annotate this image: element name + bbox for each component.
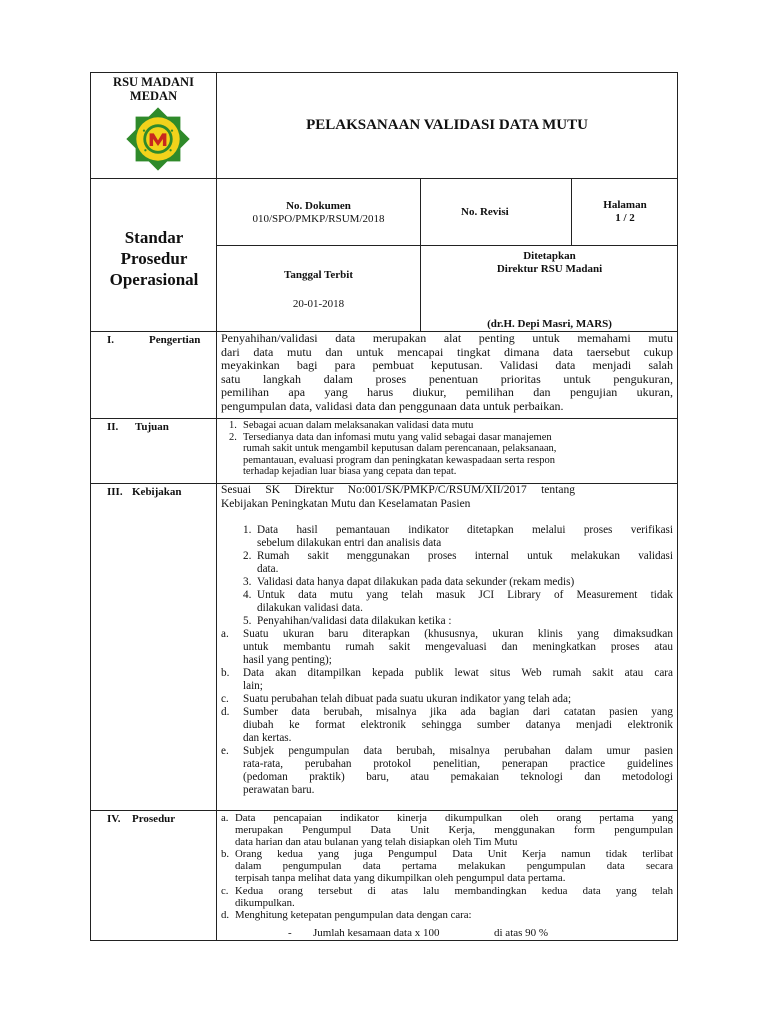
text-line: terhadap kejadian luar biasa yang cepata dan tepat. xyxy=(243,466,457,478)
list-marker: 1. xyxy=(229,420,237,431)
text-line: data harian dan atau bulanan yang telah disiapkan oleh Tim Mutu xyxy=(235,836,518,849)
list-marker: c. xyxy=(221,693,229,705)
row-divider xyxy=(91,178,678,179)
pengertian-text xyxy=(221,332,673,414)
approved-by: Direktur RSU Madani xyxy=(496,263,603,275)
page-value: 1 / 2 xyxy=(615,212,635,224)
section-label: Tujuan xyxy=(135,421,169,433)
list-text xyxy=(243,706,673,745)
list-text xyxy=(235,848,673,884)
text-line: Data pencapaian indikator kinerja dikumpulkan oleh orang pertama yang xyxy=(235,812,673,824)
hospital-logo-icon xyxy=(123,104,193,174)
list-text xyxy=(257,576,673,589)
text-line: pengumpulan data, validasi data dan penggunaan data untuk perbaikan. xyxy=(221,398,564,413)
section-number: II. xyxy=(107,421,119,433)
text-line: hasil yang penting); xyxy=(243,654,332,666)
text-line: pemilihan apa yang harus diukur, pemilihan dan pengujian ukuran, xyxy=(221,385,673,400)
text-line: diubah ke format elektronik sehingga sumber datanya menjadi elektronik xyxy=(243,719,673,731)
text-line: Kebijakan Peningkatan Mutu dan Keselamatan Pasien xyxy=(221,497,471,510)
hospital-name-line1: RSU MADANI xyxy=(113,75,194,89)
list-marker: d. xyxy=(221,706,230,718)
section-label: Prosedur xyxy=(132,813,176,825)
text-line: Validasi data hanya dapat dilakukan pada data sekunder (rekam medis) xyxy=(257,576,575,588)
list-marker: a. xyxy=(221,812,229,824)
text-line: perawatan baru. xyxy=(243,784,315,796)
hospital-name xyxy=(91,75,216,103)
text-line: Penyahihan/validasi data merupakan alat penting untuk memahami mutu xyxy=(221,331,673,345)
sop-label-line: Prosedur xyxy=(120,249,188,268)
doc-number-value: 010/SPO/PMKP/RSUM/2018 xyxy=(252,213,385,225)
text-line: Data akan ditampilkan kepada publik lewat situs Web rumah sakit atau cara xyxy=(243,667,673,679)
kebijakan-intro xyxy=(221,484,673,511)
text-line: dilakukan validasi data. xyxy=(257,602,363,614)
text-line: merupakan Pengumpul Data Unit Kerja, menggunakan form pengumpulan xyxy=(235,824,673,837)
row-divider xyxy=(91,810,678,811)
text-line: (pedoman praktik) baru, atau pemakaian teknologi dan metodologi xyxy=(243,771,673,783)
text-line: dan kertas. xyxy=(243,732,292,744)
text-line: dari data mutu dan untuk mencapai tingkat dimana data taersebut cukup xyxy=(221,344,673,359)
list-text xyxy=(243,432,673,478)
text-line: Sebagai acuan dalam melaksanakan validasi data mutu xyxy=(243,420,474,431)
list-text xyxy=(235,885,673,909)
list-text xyxy=(257,550,673,576)
list-text xyxy=(257,524,673,550)
list-text xyxy=(243,693,673,706)
hospital-name-line2: MEDAN xyxy=(129,89,178,103)
text-line: data. xyxy=(257,563,279,575)
approved-label: Ditetapkan xyxy=(523,250,576,262)
list-marker: 5. xyxy=(243,615,252,627)
list-marker: 3. xyxy=(243,576,252,588)
text-line: sebelum dilakukan entri dan analisis data xyxy=(257,537,442,549)
text-line: Orang kedua yang juga Pengumpul Data Unit Kerja namun tidak terlibat xyxy=(235,848,673,861)
section-label: Kebijakan xyxy=(132,486,182,498)
text-line: rata-rata, perubahan protokol penelitian, penerapan practice guidelines xyxy=(243,758,673,770)
text-line: Penyahihan/validasi data dilakukan ketika : xyxy=(257,615,452,627)
text-line: Kedua orang tersebut di atas lalu membandingkan kedua data yang telah xyxy=(235,884,673,897)
text-line: dikumpulkan. xyxy=(235,896,295,909)
text-line: Tersedianya data dan infomasi mutu yang valid sebagai dasar manajemen xyxy=(243,431,552,443)
section-number: IV. xyxy=(107,813,121,825)
director-name: (dr.H. Depi Masri, MARS) xyxy=(487,318,612,330)
text-line: Subjek pengumpulan data berubah, misalnya perubahan dalam umur pasien xyxy=(243,745,673,757)
list-marker: 4. xyxy=(243,589,252,601)
section-number: III. xyxy=(107,486,123,498)
text-line: Suatu perubahan telah dibuat pada suatu ukuran indikator yang telah ada; xyxy=(243,693,572,705)
list-marker: d. xyxy=(221,908,230,921)
text-line: meyakinkan bagi para pembuat keputusan. Validasi data menjadi salah xyxy=(221,358,673,373)
list-text xyxy=(243,745,673,797)
sop-label xyxy=(95,227,213,290)
text-line: Rumah sakit menggunakan proses internal untuk melakukan validasi xyxy=(257,550,673,562)
list-marker: 2. xyxy=(229,431,237,443)
text-line: lain; xyxy=(243,680,263,692)
list-marker: e. xyxy=(221,745,229,757)
text-line: pemantauan, evaluasi program dan peningkatan kewaspadaan serta respon xyxy=(243,454,555,466)
doc-number-label: No. Dokumen xyxy=(286,200,351,212)
list-marker: 1. xyxy=(243,524,252,536)
issue-date-value: 20-01-2018 xyxy=(292,298,345,310)
meta-divider xyxy=(216,245,678,246)
list-text xyxy=(257,589,673,615)
formula-text: Jumlah kesamaan data x 100 xyxy=(313,927,440,939)
row-divider xyxy=(91,418,678,419)
list-marker: c. xyxy=(221,884,229,897)
text-line: Untuk data mutu yang telah masuk JCI Library of Measurement tidak xyxy=(257,589,673,601)
text-line: untuk membantu rumah sakit mengevaluasi dan meningkatkan proses atau xyxy=(243,641,673,653)
text-line: dalam pengumpulan data pertama melakukan pengumpulan data secara xyxy=(235,860,673,873)
list-text xyxy=(235,812,673,848)
sop-label-line: Operasional xyxy=(109,270,199,289)
text-line: Sumber data berubah, misalnya jika ada bagian dari catatan pasien yang xyxy=(243,706,673,718)
list-text xyxy=(235,909,673,921)
text-line: Data hasil pemantauan indikator ditetapkan melalui proses verifikasi xyxy=(257,524,673,536)
text-line: terpisah tanpa melihat data yang dikumpilkan oleh pengumpul data pertama. xyxy=(235,872,566,885)
list-text xyxy=(243,667,673,693)
section-label: Pengertian xyxy=(149,334,201,346)
text-line: Menghitung ketepatan pengumpulan data dengan cara: xyxy=(235,908,472,921)
formula-tail: di atas 90 % xyxy=(494,927,549,939)
list-text xyxy=(257,615,673,628)
text-line: satu langkah dalam proses penentuan prioritas untuk pengukuran, xyxy=(221,371,673,386)
text-line: Suatu ukuran baru diterapkan (khususnya, ukuran klinis yang dimaksudkan xyxy=(243,628,673,640)
formula-dash: - xyxy=(288,927,292,939)
text-line: Sesuai SK Direktur No:001/SK/PMKP/C/RSUM/XII/2017 tentang xyxy=(221,484,575,496)
list-marker: a. xyxy=(221,628,229,640)
sop-label-line: Standar xyxy=(124,228,184,247)
document-title: PELAKSANAAN VALIDASI DATA MUTU xyxy=(306,117,588,133)
page-label: Halaman xyxy=(603,199,647,211)
sop-document xyxy=(90,72,678,941)
issue-date-label: Tanggal Terbit xyxy=(284,269,353,281)
section-number: I. xyxy=(107,334,115,346)
revision-label: No. Revisi xyxy=(461,206,509,218)
text-line: rumah sakit untuk mengambil keputusan dalam perencanaan, pelaksanaan, xyxy=(243,443,557,455)
list-marker: b. xyxy=(221,667,230,679)
list-text xyxy=(243,420,673,432)
list-marker: b. xyxy=(221,848,230,861)
list-text xyxy=(243,628,673,667)
list-marker: 2. xyxy=(243,550,252,562)
